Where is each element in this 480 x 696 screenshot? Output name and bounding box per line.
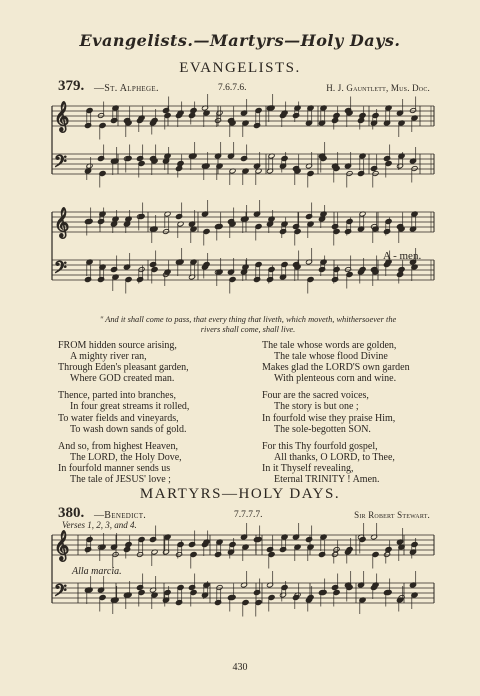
bass-clef-icon: 𝄢 [54,257,67,281]
section-heading-martyrs: MARTYRS—HOLY DAYS. [139,486,341,502]
verse-line: FROM hidden source arising, [58,340,177,351]
composer: Sir Robert Stewart. [354,510,430,520]
bass-clef-icon: 𝄢 [54,580,67,604]
epigraph-line-2: rivers shall come, shall live. [200,325,296,334]
stanza [262,340,442,384]
meter: 7.7.7.7. [234,510,263,520]
verse-line: Makes glad the LORD'S own garden [262,362,410,374]
running-title: Evangelists.—Martyrs—Holy Days. [79,31,401,50]
verses-marking: Verses 1, 2, 3, and 4. [62,520,137,530]
treble-clef-icon: 𝄞 [54,102,70,132]
verse-line: A mighty river ran, [70,351,147,363]
stanza [58,390,238,434]
treble-clef-icon: 𝄞 [54,208,70,238]
treble-clef-icon: 𝄞 [54,531,70,561]
stanza [262,390,442,434]
verse-line: The LORD, the Holy Dove, [70,451,182,463]
tempo-marking: Alla marcia. [72,566,122,577]
verse-line: All thanks, O LORD, to Thee, [274,451,395,463]
hymn-number: 379. [58,78,85,94]
verse-line: Four are the sacred voices, [262,390,369,402]
tune-name: —Benedict. [94,510,147,521]
verse-line: In fourfold wise they praise Him, [262,412,396,424]
composer: H. J. Gauntlett, Mus. Doc. [326,83,430,93]
verse-line: To wash down sands of gold. [70,423,187,435]
verse-line: Eternal TRINITY ! Amen. [274,474,380,486]
section-heading-evangelists: EVANGELISTS. [179,60,301,76]
verses-right-column [262,340,442,491]
stanza [58,441,238,485]
verse-line: In four great streams it rolled, [70,401,190,413]
verse-line: In it Thyself revealing, [262,462,354,474]
verse-line: And so, from highest Heaven, [58,440,178,452]
stanza [58,340,238,384]
stanza [262,441,442,485]
verse-line: The story is but one ; [274,401,359,413]
verse-line: In fourfold manner sends us [58,462,171,474]
verse-line: The sole-begotten SON. [274,423,371,435]
verse-line: Through Eden's pleasant garden, [58,362,189,374]
verse-line: With plenteous corn and wine. [274,373,397,385]
meter: 7.6.7.6. [218,83,247,93]
tune-name: —St. Alphege. [94,83,159,94]
verse-line: To water fields and vineyards, [58,412,179,424]
page-number: 430 [232,662,248,673]
bass-clef-icon: 𝄢 [54,151,67,175]
hymn-number: 380. [58,505,85,521]
verse-line: The tale of JESUS' love ; [70,474,171,486]
verses-left-column [58,340,238,491]
epigraph-line-1: " And it shall come to pass, that every thing that liveth, which moveth, whithersoever the [99,315,397,324]
verse-line: Where GOD created man. [70,373,175,385]
amen-label: A - men. [383,250,422,262]
verse-line: The tale whose words are golden, [262,340,397,351]
epigraph [62,315,434,335]
verse-line: The tale whose flood Divine [274,351,388,363]
verse-line: Thence, parted into branches, [58,390,177,402]
verse-line: For this Thy fourfold gospel, [262,440,378,452]
